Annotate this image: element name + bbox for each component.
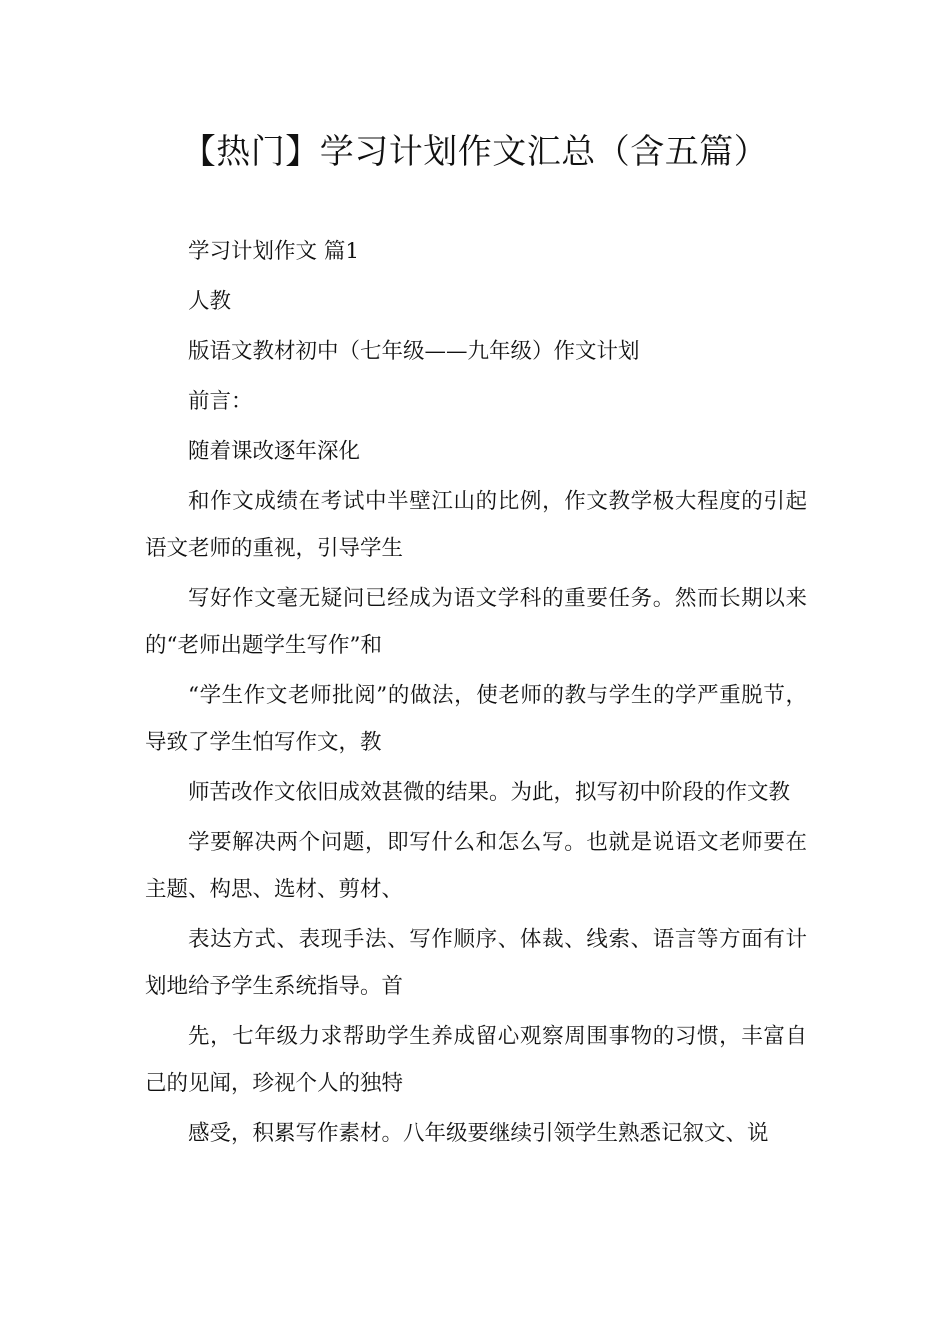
paragraph: 感受，积累写作素材。八年级要继续引领学生熟悉记叙文、说 <box>188 1121 769 1146</box>
paragraph: 表达方式、表现手法、写作顺序、体裁、线索、语言等方面有计划地给予学生系统指导。首 <box>145 927 807 999</box>
paragraph: 版语文教材初中（七年级——九年级）作文计划 <box>188 339 640 364</box>
paragraph: 前言： <box>188 389 253 414</box>
paragraph: 人教 <box>188 289 232 314</box>
paragraph: 先，七年级力求帮助学生养成留心观察周围事物的习惯，丰富自己的见闻，珍视个人的独特 <box>145 1024 807 1096</box>
paragraph: “学生作文老师批阅”的做法，使老师的教与学生的学严重脱节，导致了学生怕写作文，教 <box>145 683 807 755</box>
paragraph: 和作文成绩在考试中半壁江山的比例，作文教学极大程度的引起语文老师的重视，引导学生 <box>145 489 807 561</box>
paragraph: 学要解决两个问题，即写什么和怎么写。也就是说语文老师要在主题、构思、选材、剪材、 <box>145 830 807 902</box>
document-title: 【热门】学习计划作文汇总（含五篇） <box>181 132 769 172</box>
paragraph: 随着课改逐年深化 <box>188 439 361 464</box>
paragraph: 师苦改作文依旧成效甚微的结果。为此，拟写初中阶段的作文教 <box>188 780 791 805</box>
document-body <box>145 228 807 1157</box>
paragraph: 学习计划作文 篇1 <box>188 239 360 264</box>
paragraph: 写好作文毫无疑问已经成为语文学科的重要任务。然而长期以来的“老师出题学生写作”和 <box>145 586 807 658</box>
